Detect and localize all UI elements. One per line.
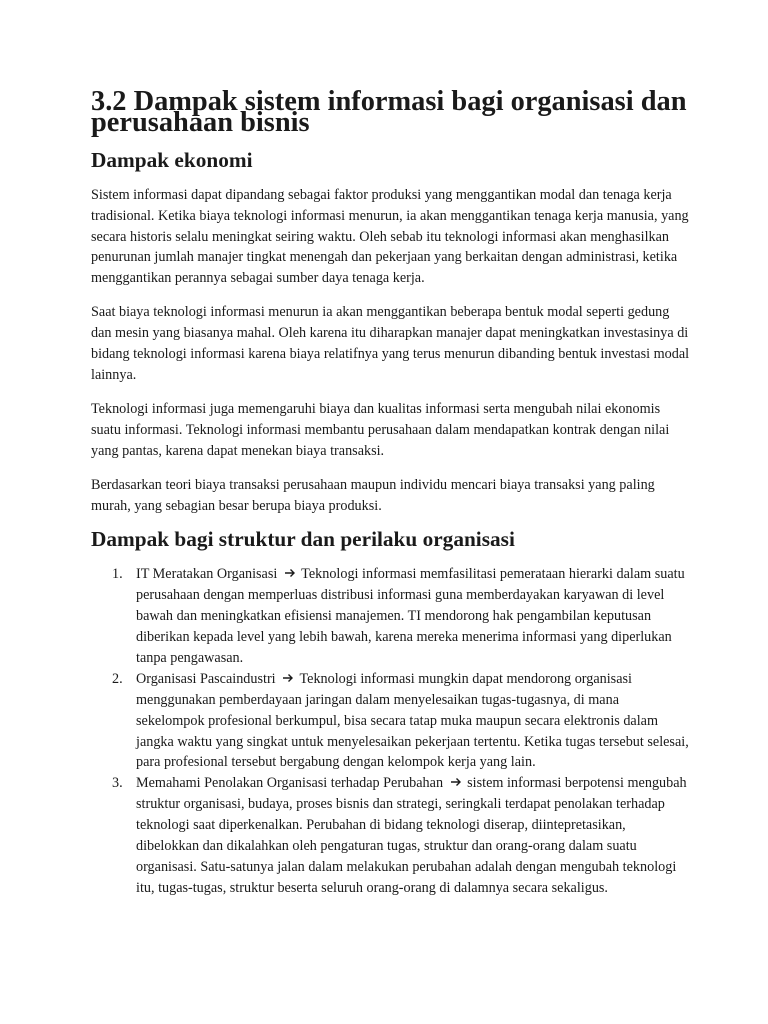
section-title: 3.2 Dampak sistem informasi bagi organisasi dan perusahaan bisnis [91, 86, 687, 138]
subheading-structure: Dampak bagi struktur dan perilaku organisasi [91, 527, 515, 552]
list-item-number: 2. [112, 670, 123, 687]
paragraph: Saat biaya teknologi informasi menurun ia akan menggantikan beberapa bentuk modal seperti gedung dan mesin yang biasanya mahal. Oleh karena itu diharapkan manajer dapat meningkatkan investasinya di bidang teknologi informasi karena biaya relatifnya yang terus menurun dibanding bentuk investasi modal lainnya. [91, 304, 690, 383]
subheading-economic: Dampak ekonomi [91, 147, 253, 172]
list-item [91, 669, 691, 774]
list-item-number: 3. [112, 775, 123, 792]
list-item-text: Teknologi informasi memfasilitasi pemerataan hierarki dalam suatu perusahaan dengan memperluas distribusi informasi guna memberdayakan karyawan di level bawah dan meningkatkan efisiensi manajemen. TI mendorong hak pengambilan keputusan diberikan kepada level yang lebih bawah, karena mereka menerima informasi yang diperlukan tanpa pengawasan. [136, 566, 685, 666]
paragraph: Teknologi informasi juga memengaruhi biaya dan kualitas informasi serta mengubah nilai ekonomis suatu informasi. Teknologi informasi membantu perusahaan dalam mendapatkan kontrak dengan nilai yang pantas, karena dapat menekan biaya transaksi. [91, 400, 670, 459]
right-arrow-icon [284, 567, 296, 579]
list-item-text: sistem informasi berpotensi mengubah struktur organisasi, budaya, proses bisnis dan strategi, seringkali terdapat penolakan terhadap teknologi saat diperkenalkan. Perubahan di bidang teknologi diserap, diintepretasikan, dibelokkan dan dikalahkan oleh pengaturan tugas, struktur dan orang-orang dalam suatu organisasi. Satu-satunya jalan dalam melakukan perubahan adalah dengan mengubah teknologi itu, tugas-tugas, struktur beserta seluruh orang-orang di dalamnya secara sekaligus. [136, 775, 687, 896]
list-item-term: Organisasi Pascaindustri [136, 670, 276, 687]
list-item-number: 1. [112, 566, 123, 583]
list-item-text: Teknologi informasi mungkin dapat mendorong organisasi menggunakan pemberdayaan jaringan dalam menyelesaikan tugas-tugasnya, di mana sekelompok profesional berkumpul, bisa secara tatap muka maupun secara elektronis dalam jangka waktu yang singkat untuk menyelesaikan pekerjaan tertentu. Ketika tugas tersebut selesai, para profesional tersebut bergabung dengan kelompok kerja yang lain. [136, 670, 689, 771]
numbered-list [91, 564, 691, 899]
document-page [91, 86, 691, 899]
paragraph: Berdasarkan teori biaya transaksi perusahaan maupun individu mencari biaya transaksi yang paling murah, yang sebagian besar berupa biaya produksi. [91, 476, 655, 514]
list-item [91, 564, 691, 669]
list-item-term: IT Meratakan Organisasi [136, 566, 278, 583]
paragraph: Sistem informasi dapat dipandang sebagai faktor produksi yang menggantikan modal dan tenaga kerja tradisional. Ketika biaya teknologi informasi menurun, ia akan menggantikan tenaga kerja manusia, yang secara historis selalu meningkat seiring waktu. Oleh sebab itu teknologi informasi akan menghasilkan penurunan jumlah manajer tingkat menengah dan pekerjaan yang berkaitan dengan administrasi, ketika menggantikan perannya sebagai sumber daya tenaga kerja. [91, 186, 689, 287]
list-item [91, 773, 691, 898]
right-arrow-icon [282, 672, 294, 684]
right-arrow-icon [450, 776, 462, 788]
list-item-term: Memahami Penolakan Organisasi terhadap Perubahan [136, 775, 444, 792]
